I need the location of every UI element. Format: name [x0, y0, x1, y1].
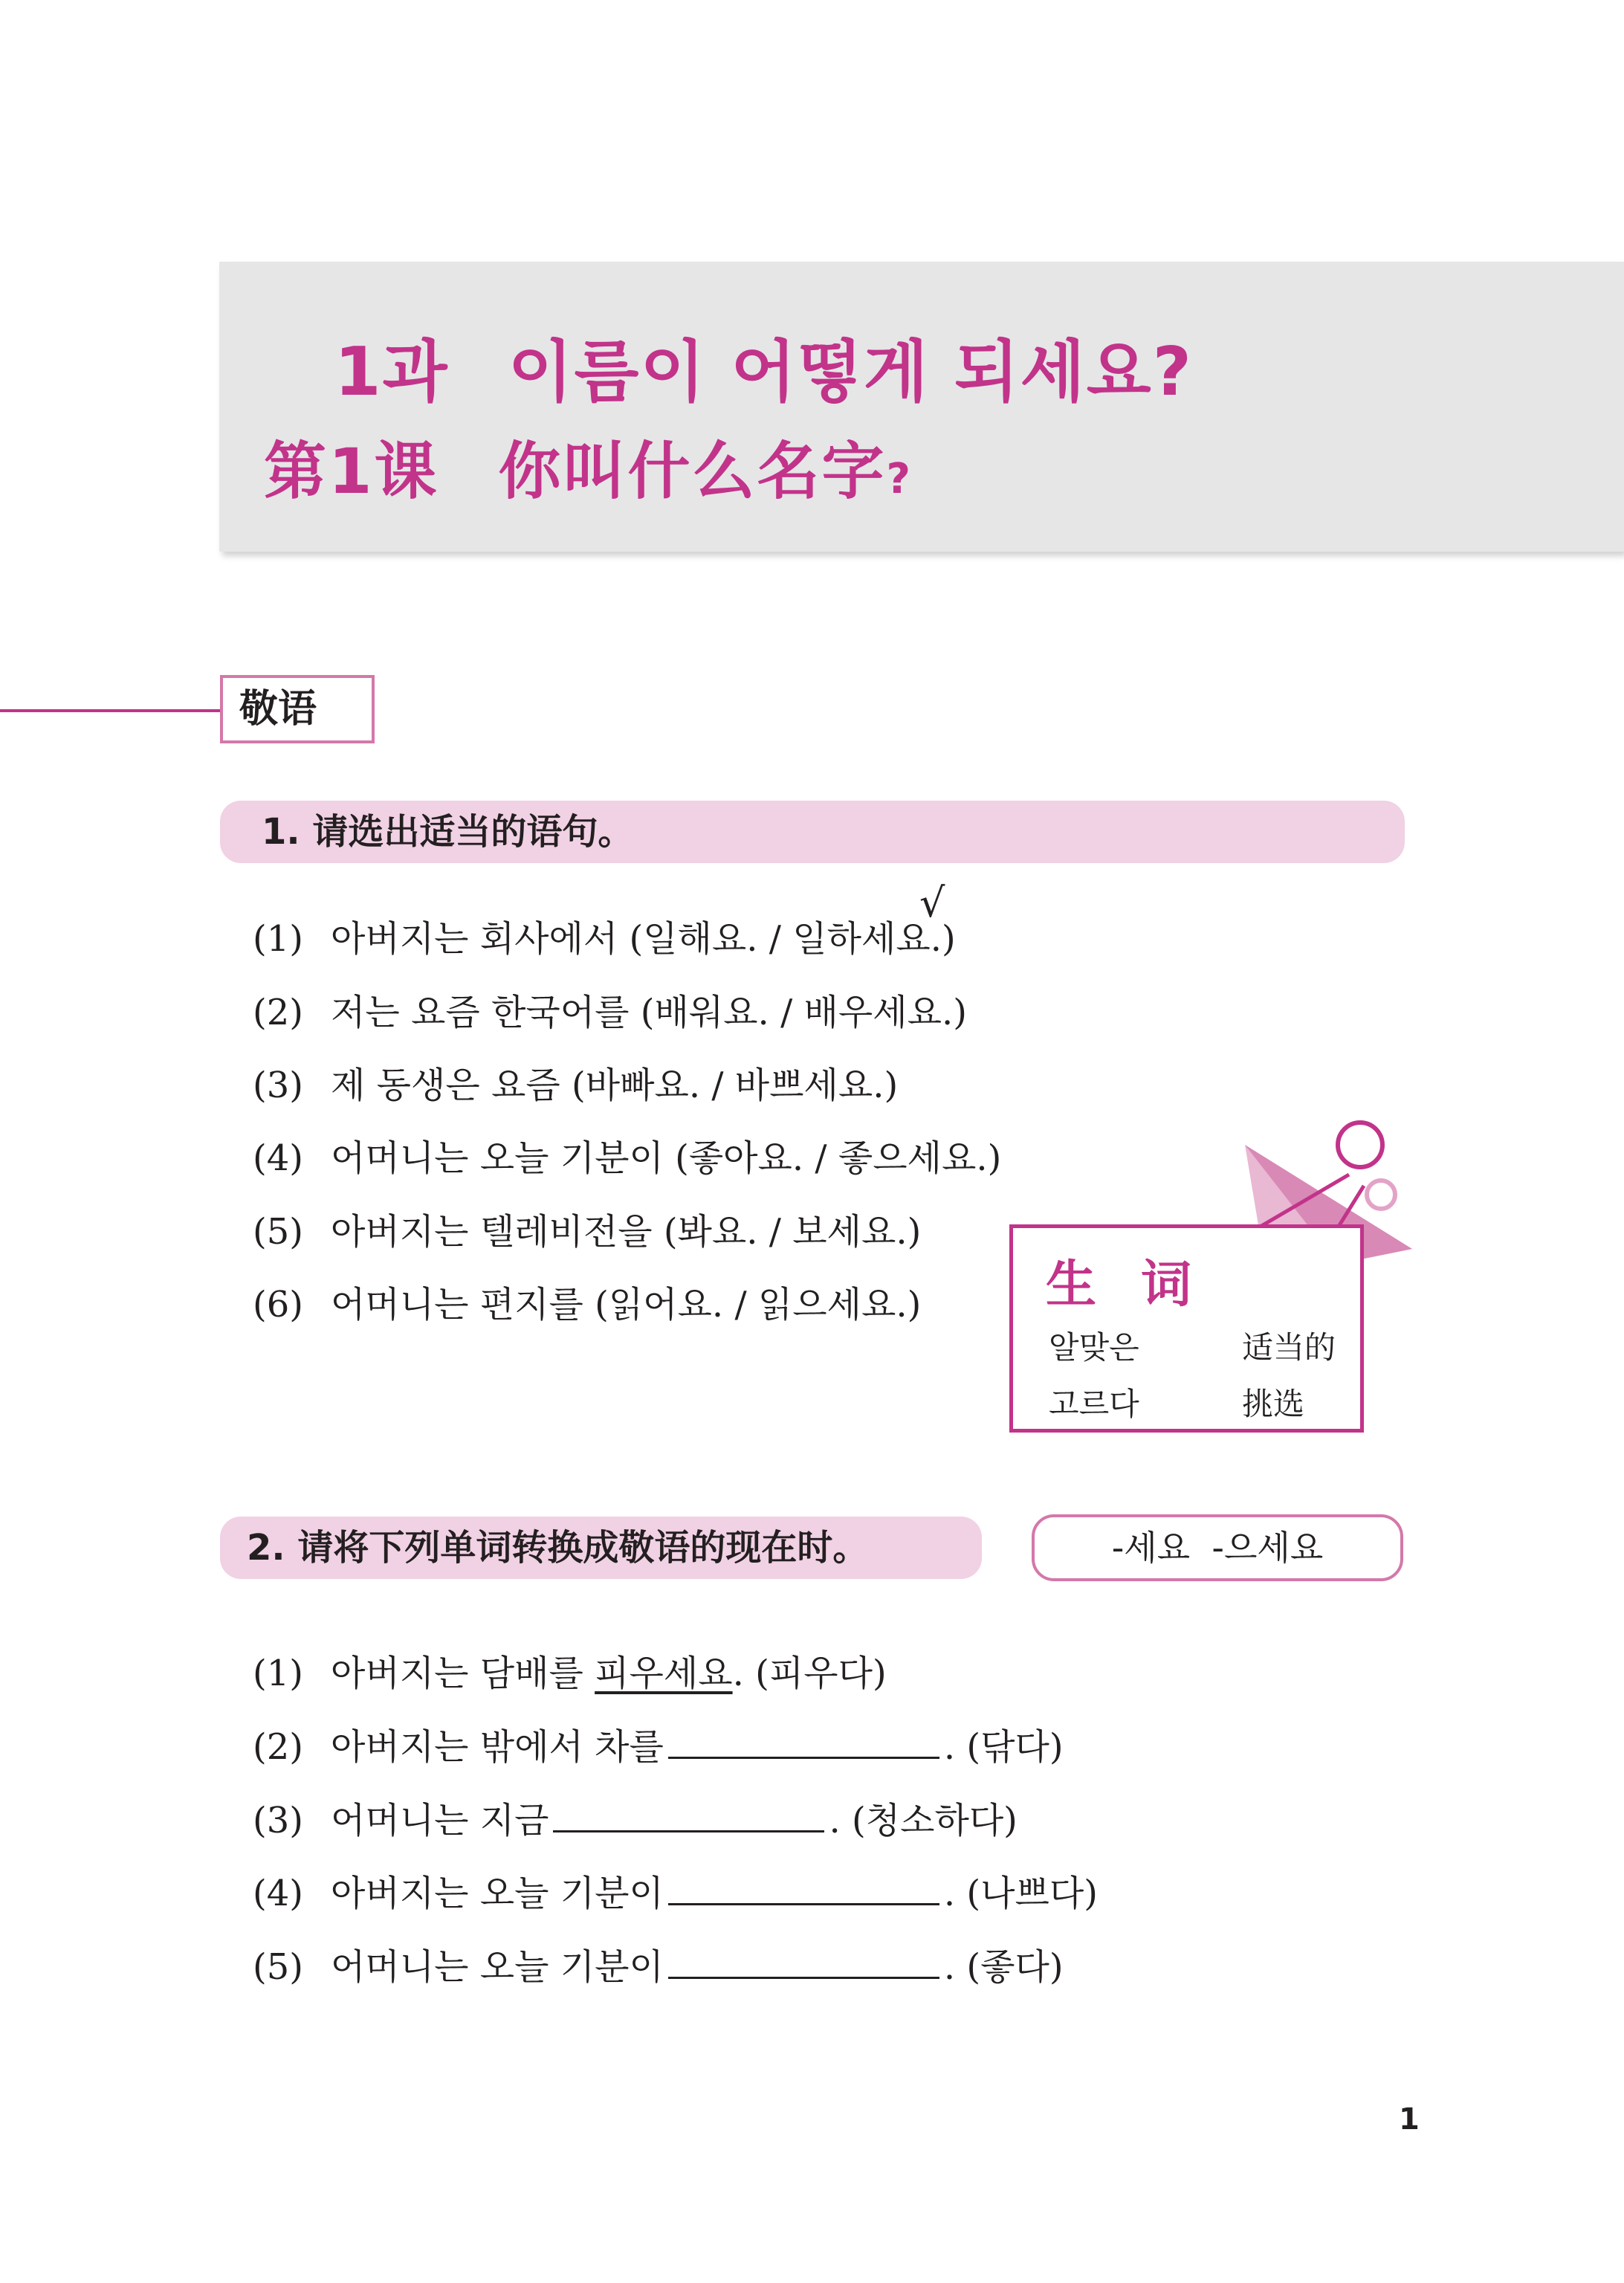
- exercise1-item: [253, 1056, 898, 1108]
- item-number: (2): [253, 992, 303, 1033]
- item-number: (3): [253, 1065, 303, 1106]
- exercise2-item: [253, 1644, 887, 1696]
- page-number: 1: [1399, 2102, 1420, 2137]
- item-example-answer: 피우세요: [595, 1653, 733, 1694]
- vocabulary-korean: 알맞은: [1049, 1329, 1139, 1366]
- title-banner: [219, 262, 1624, 552]
- item-prompt: 어머니는 오늘 기분이: [331, 1946, 664, 1988]
- item-text: 아버지는 회사에서 (일해요. / 일하세요.): [331, 918, 956, 960]
- item-number: (2): [253, 1726, 303, 1768]
- exercise1-item: [253, 1203, 921, 1254]
- vocabulary-korean: 고르다: [1049, 1386, 1139, 1422]
- exercise1-item: [253, 984, 967, 1035]
- vocabulary-card: [1009, 1224, 1364, 1433]
- item-number: (5): [253, 1946, 303, 1988]
- exercise2-item: [253, 1718, 1064, 1769]
- answer-blank[interactable]: [553, 1823, 824, 1832]
- vocabulary-row: [1049, 1380, 1305, 1424]
- item-number: (4): [253, 1137, 303, 1179]
- item-text: 어머니는 편지를 (읽어요. / 읽으세요.): [331, 1284, 922, 1325]
- section-label: 敬语: [220, 675, 375, 743]
- item-base-verb: . (나쁘다): [943, 1873, 1098, 1914]
- vocabulary-title: 生词: [1046, 1255, 1237, 1314]
- exercise2-item: [253, 1864, 1098, 1916]
- exercise1-item: [253, 910, 956, 961]
- check-mark-icon: √: [919, 879, 945, 926]
- item-text: 제 동생은 요즘 (바빠요. / 바쁘세요.): [331, 1065, 899, 1106]
- item-base-verb: . (좋다): [943, 1946, 1064, 1988]
- vocabulary-chinese: 挑选: [1242, 1386, 1305, 1422]
- item-prompt: 아버지는 오늘 기분이: [331, 1873, 664, 1914]
- item-text: 저는 요즘 한국어를 (배워요. / 배우세요.): [331, 992, 967, 1033]
- exercise2-item: [253, 1938, 1064, 1989]
- item-number: (5): [253, 1211, 303, 1253]
- exercise2-item: [253, 1792, 1018, 1843]
- item-prompt: 어머니는 지금: [331, 1800, 549, 1841]
- item-number: (3): [253, 1800, 303, 1841]
- item-prompt: 아버지는 밖에서 차를: [331, 1726, 664, 1768]
- item-number: (1): [253, 918, 303, 960]
- section-rule: [0, 709, 220, 712]
- lesson-heading-question-mark: ?: [886, 455, 913, 503]
- item-text: 어머니는 오늘 기분이 (좋아요. / 좋으세요.): [331, 1137, 1002, 1179]
- item-number: (4): [253, 1873, 303, 1914]
- vocabulary-chinese: 适当的: [1242, 1329, 1336, 1366]
- item-text: 아버지는 텔레비전을 (봐요. / 보세요.): [331, 1211, 922, 1253]
- answer-blank[interactable]: [668, 1969, 939, 1979]
- item-base-verb: . (청소하다): [829, 1800, 1018, 1841]
- lesson-heading-korean: 이름이 어떻게 되세요?: [508, 333, 1193, 411]
- exercise1-header: 1. 请选出适当的语句。: [220, 801, 1405, 863]
- vocabulary-row: [1049, 1323, 1336, 1368]
- item-base-verb: . (피우다): [732, 1653, 887, 1694]
- lesson-number-chinese: 第1课: [264, 435, 439, 508]
- item-number: (6): [253, 1284, 303, 1325]
- lesson-title-korean: [334, 317, 1193, 414]
- exercise1-item: [253, 1276, 921, 1327]
- exercise1-item: [253, 1129, 1001, 1181]
- item-prompt: 아버지는 담배를: [331, 1653, 583, 1694]
- item-number: (1): [253, 1653, 303, 1694]
- lesson-title-chinese: [264, 422, 913, 511]
- answer-blank[interactable]: [668, 1749, 939, 1759]
- ending-hint-box: -세요 -으세요: [1032, 1514, 1403, 1581]
- answer-blank[interactable]: [668, 1896, 939, 1905]
- exercise2-header: 2. 请将下列单词转换成敬语的现在时。: [220, 1517, 982, 1579]
- item-base-verb: . (닦다): [943, 1726, 1064, 1768]
- lesson-heading-chinese: 你叫什么名字: [498, 435, 887, 508]
- lesson-number-korean: 1과: [334, 333, 449, 411]
